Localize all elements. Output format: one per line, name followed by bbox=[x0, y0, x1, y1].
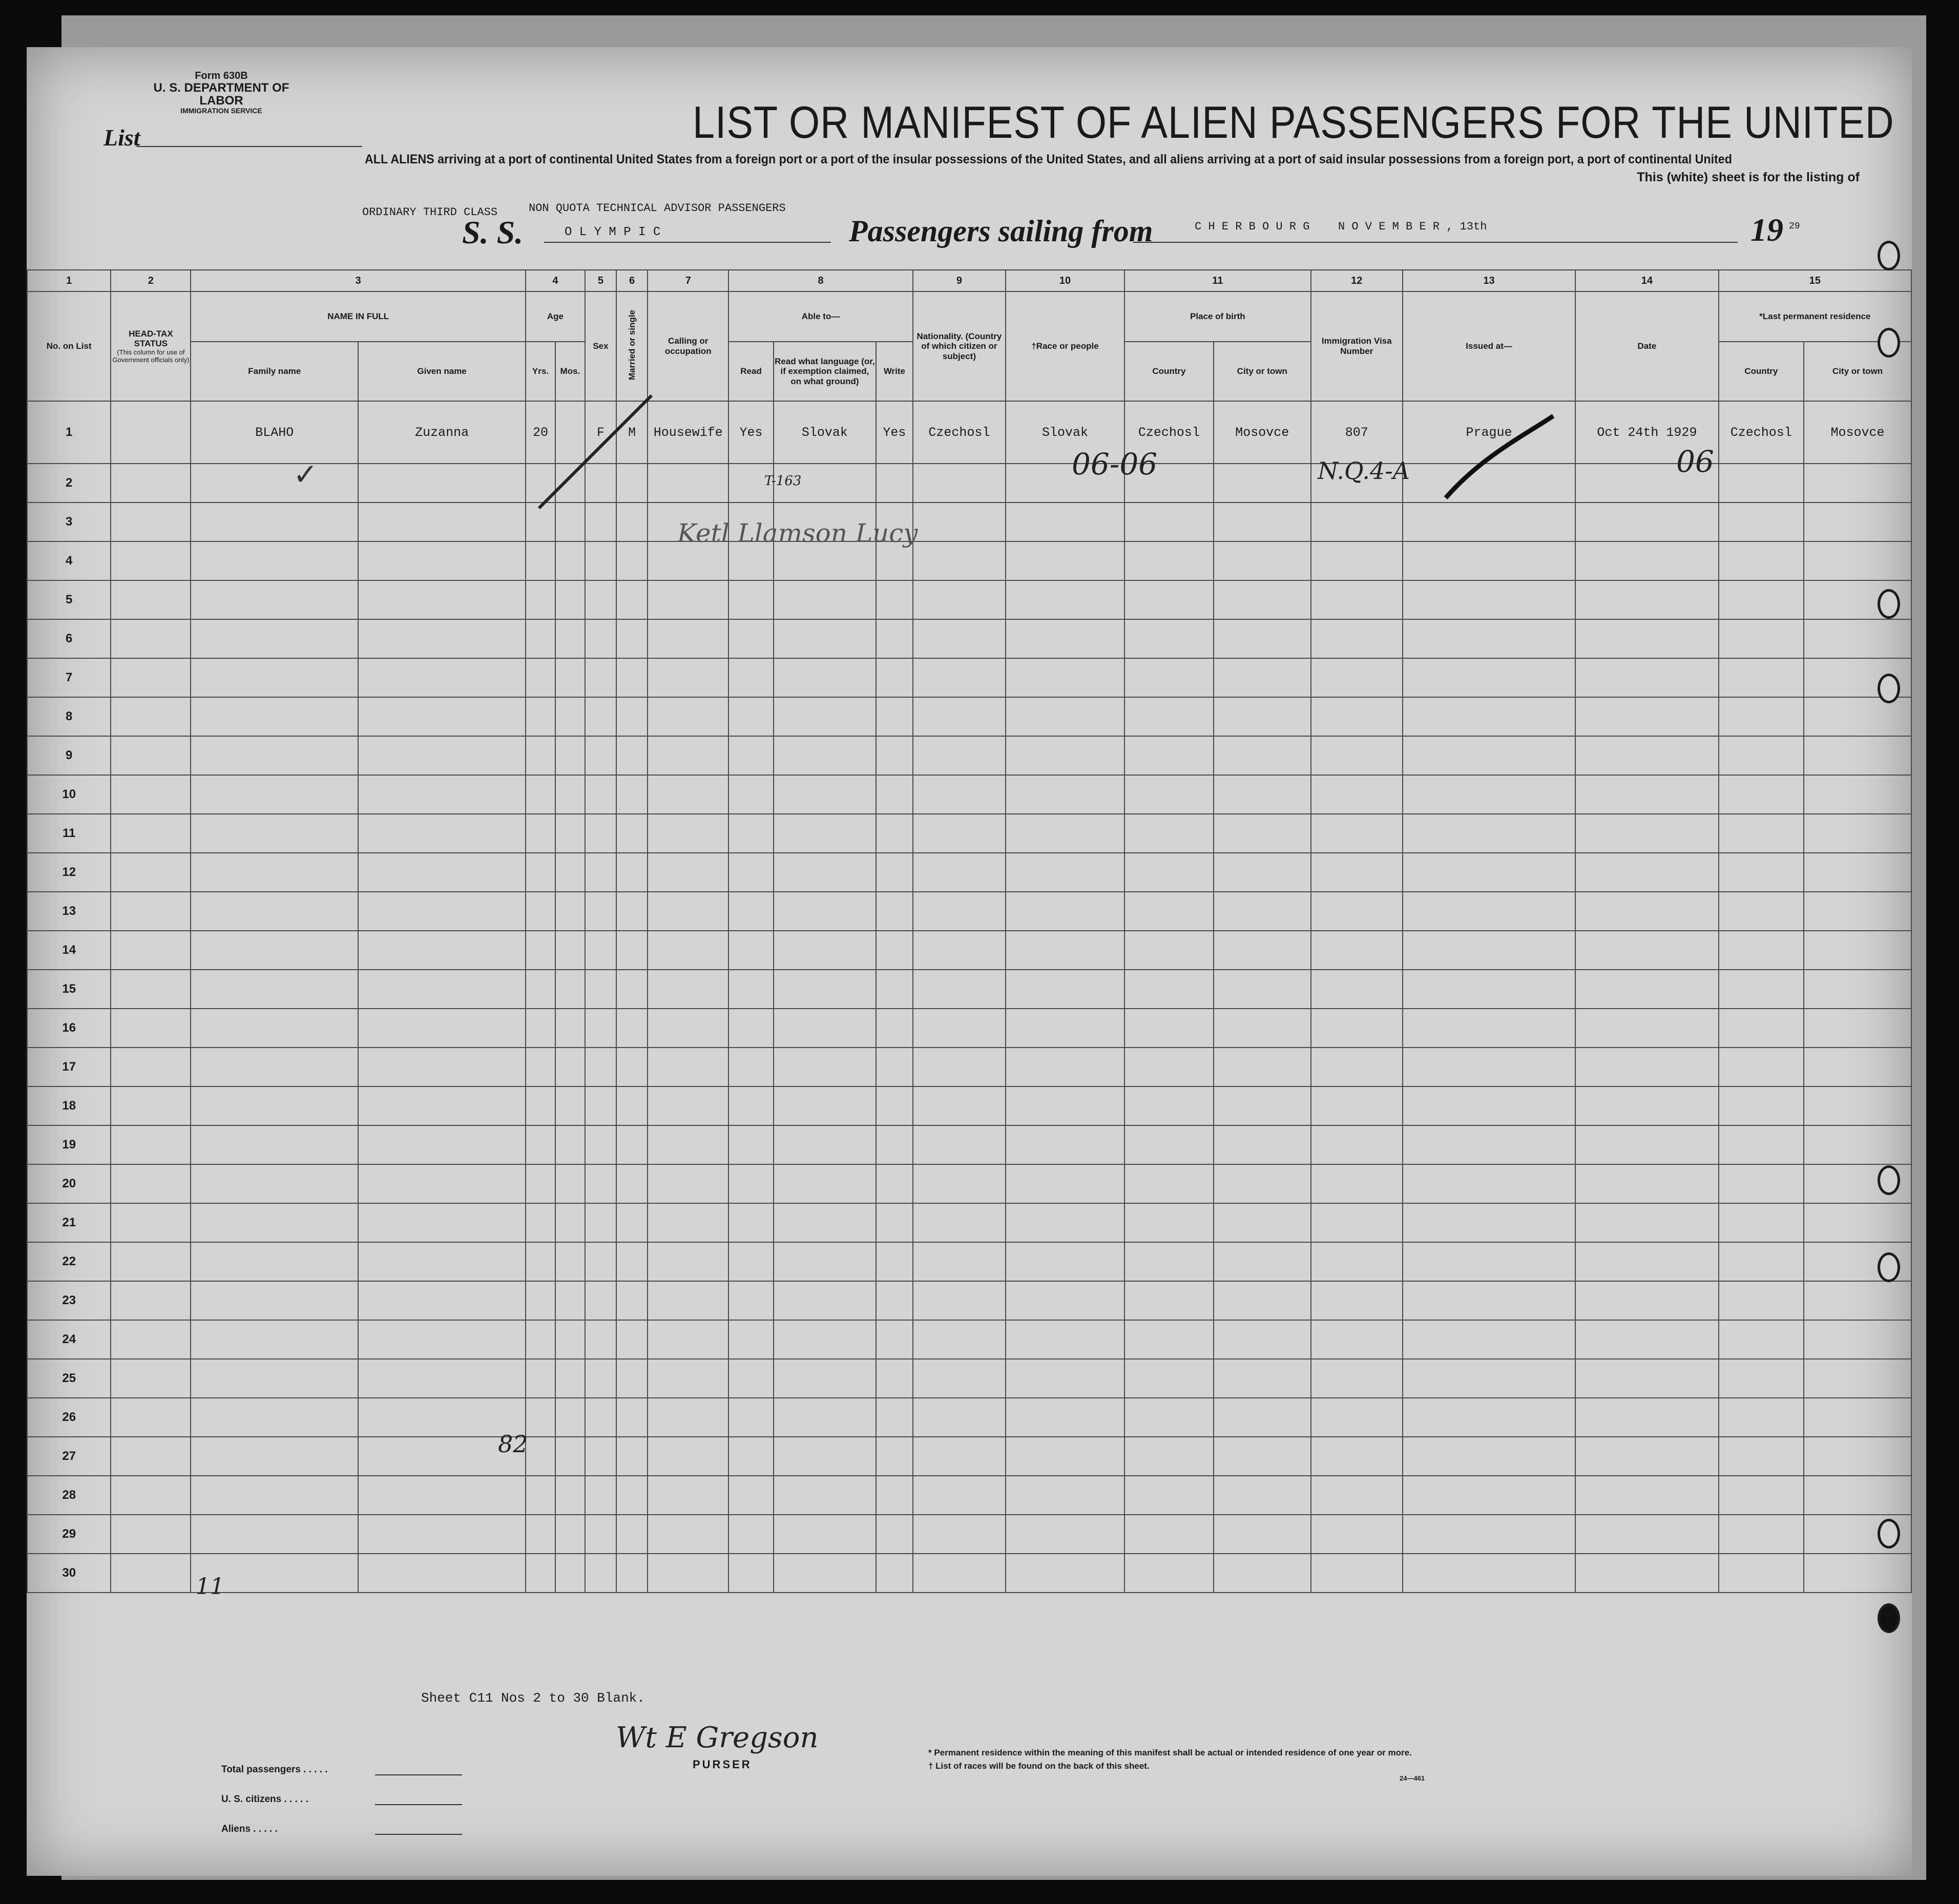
header-res-country: Country bbox=[1719, 342, 1804, 401]
binder-hole-icon bbox=[1878, 241, 1900, 270]
colnum-9: 9 bbox=[913, 270, 1006, 291]
row-number: 19 bbox=[27, 1125, 111, 1164]
form-number: Form 630B bbox=[195, 70, 248, 81]
colnum-2: 2 bbox=[111, 270, 191, 291]
row-number: 1 bbox=[27, 401, 111, 464]
sailing-label: Passengers sailing from bbox=[849, 214, 1153, 248]
quota-text: NON QUOTA TECHNICAL ADVISOR PASSENGERS bbox=[529, 202, 786, 215]
row-number: 11 bbox=[27, 814, 111, 853]
colnum-12: 12 bbox=[1311, 270, 1403, 291]
header-birth-city: City or town bbox=[1214, 342, 1311, 401]
given-name-cell: Zuzanna bbox=[358, 401, 526, 464]
birth-country-cell: Czechosl bbox=[1124, 401, 1214, 464]
row-number: 28 bbox=[27, 1476, 111, 1515]
colnum-11: 11 bbox=[1124, 270, 1311, 291]
ss-label: S. S. bbox=[462, 214, 524, 250]
colnum-13: 13 bbox=[1403, 270, 1575, 291]
row-number: 18 bbox=[27, 1086, 111, 1125]
binder-hole-icon bbox=[1878, 1252, 1900, 1282]
binder-hole-icon bbox=[1878, 589, 1900, 619]
header-race: †Race or people bbox=[1006, 291, 1124, 401]
binder-hole-icon bbox=[1878, 1165, 1900, 1195]
purser-signature: Wt E Gregson bbox=[616, 1721, 819, 1754]
header-nationality: Nationality. (Country of which citizen or subject) bbox=[913, 291, 1006, 401]
row-number: 6 bbox=[27, 619, 111, 658]
row-number: 16 bbox=[27, 1009, 111, 1048]
ship-name: O L Y M P I C bbox=[565, 225, 661, 239]
header-calling: Calling or occupation bbox=[648, 291, 728, 401]
colnum-5: 5 bbox=[585, 270, 616, 291]
footnote-residence: * Permanent residence within the meaning of this manifest shall be actual or intended residence of one year or more. bbox=[928, 1748, 1412, 1757]
read-cell: Yes bbox=[728, 401, 773, 464]
row-number: 10 bbox=[27, 775, 111, 814]
date-cell: Oct 24th 1929 bbox=[1575, 401, 1718, 464]
colnum-8: 8 bbox=[728, 270, 912, 291]
row-number: 8 bbox=[27, 697, 111, 736]
header-place-of-birth: Place of birth bbox=[1124, 291, 1311, 342]
colnum-4: 4 bbox=[526, 270, 585, 291]
marital-cell: M bbox=[616, 401, 648, 464]
visa-class-annotation: N.Q.4-A bbox=[1318, 457, 1410, 485]
department-name: U. S. DEPARTMENT OF LABOR bbox=[153, 81, 289, 108]
intro-text: ALL ALIENS arriving at a port of continental United States from a foreign port or a port of the insular possessions of the United States, and all aliens arriving at a port of said insular possessions from a foreign port, a port of continental United bbox=[365, 152, 1732, 166]
binder-hole-icon bbox=[1878, 328, 1900, 358]
married-label: Married or single bbox=[627, 310, 637, 381]
head-tax-title: HEAD-TAX STATUS bbox=[129, 328, 173, 349]
visa-number-cell: 807 bbox=[1311, 401, 1403, 464]
binder-hole-icon bbox=[1878, 1603, 1900, 1633]
colnum-6: 6 bbox=[616, 270, 648, 291]
row-number: 25 bbox=[27, 1359, 111, 1398]
residence-country-cell: Czechosl bbox=[1719, 401, 1804, 464]
header-able-to: Able to— bbox=[728, 291, 912, 342]
year-suffix: 29 bbox=[1789, 221, 1800, 232]
row-number: 4 bbox=[27, 541, 111, 580]
sailing-date: N O V E M B E R , 13th bbox=[1338, 220, 1487, 233]
birth-city-cell: Mosovce bbox=[1214, 401, 1311, 464]
age-column-stroke bbox=[539, 395, 652, 508]
colnum-1: 1 bbox=[27, 270, 111, 291]
occupation-cell: Housewife bbox=[648, 401, 728, 464]
row-number: 3 bbox=[27, 503, 111, 541]
row-number: 21 bbox=[27, 1203, 111, 1242]
row-number: 17 bbox=[27, 1048, 111, 1086]
issued-column-stroke bbox=[1446, 416, 1553, 498]
header-name-in-full: NAME IN FULL bbox=[191, 291, 526, 342]
race-cell: Slovak bbox=[1006, 401, 1124, 464]
header-issued-at: Issued at— bbox=[1403, 291, 1575, 401]
row-number: 15 bbox=[27, 970, 111, 1009]
us-citizens-line bbox=[375, 1804, 462, 1805]
class-text: ORDINARY THIRD CLASS bbox=[362, 206, 498, 219]
header-mos: Mos. bbox=[555, 342, 585, 401]
header-given-name: Given name bbox=[358, 342, 526, 401]
header-res-city: City or town bbox=[1804, 342, 1911, 401]
colnum-10: 10 bbox=[1006, 270, 1124, 291]
margin-number-11: 11 bbox=[196, 1574, 224, 1600]
header-age: Age bbox=[526, 291, 585, 342]
row-number: 30 bbox=[27, 1554, 111, 1593]
footnote-races: † List of races will be found on the back of this sheet. bbox=[928, 1761, 1150, 1771]
header-date: Date bbox=[1575, 291, 1718, 401]
language-cell: Slovak bbox=[774, 401, 876, 464]
row-number: 24 bbox=[27, 1320, 111, 1359]
us-citizens-label: U. S. citizens . . . . . bbox=[221, 1794, 308, 1805]
language-code-annotation: T-163 bbox=[764, 473, 802, 489]
sailing-port: C H E R B O U R G bbox=[1195, 220, 1310, 233]
header-read-language: Read what language (or, if exemption claimed, on what ground) bbox=[774, 342, 876, 401]
row-number: 27 bbox=[27, 1437, 111, 1476]
row-number: 12 bbox=[27, 853, 111, 892]
header-family-name: Family name bbox=[191, 342, 358, 401]
header-yrs: Yrs. bbox=[526, 342, 555, 401]
form-code: 24—461 bbox=[1400, 1774, 1425, 1782]
aliens-line bbox=[375, 1834, 462, 1835]
row-number: 7 bbox=[27, 658, 111, 697]
manifest-sheet bbox=[27, 47, 1912, 1876]
page-title: LIST OR MANIFEST OF ALIEN PASSENGERS FOR THE UNITED bbox=[693, 97, 1894, 148]
write-cell: Yes bbox=[876, 401, 913, 464]
check-mark: ✓ bbox=[293, 458, 318, 491]
header-read: Read bbox=[728, 342, 773, 401]
intro-text-2: This (white) sheet is for the listing of bbox=[1637, 170, 1860, 184]
list-label: List bbox=[103, 124, 140, 151]
row-number: 9 bbox=[27, 736, 111, 775]
header-write: Write bbox=[876, 342, 913, 401]
row-number: 29 bbox=[27, 1515, 111, 1554]
colnum-3: 3 bbox=[191, 270, 526, 291]
row-number: 23 bbox=[27, 1281, 111, 1320]
header-no-on-list: No. on List bbox=[27, 291, 111, 401]
row-number: 2 bbox=[27, 464, 111, 503]
year-prefix: 19 bbox=[1750, 212, 1783, 248]
row-number: 20 bbox=[27, 1164, 111, 1203]
row-number: 22 bbox=[27, 1242, 111, 1281]
sex-cell: F bbox=[585, 401, 616, 464]
colnum-14: 14 bbox=[1575, 270, 1718, 291]
row-number: 5 bbox=[27, 580, 111, 619]
pen-strokes bbox=[27, 47, 1912, 1876]
age-years-cell: 20 bbox=[526, 401, 555, 464]
handwritten-note: Ketl Llamson Lucy bbox=[677, 518, 918, 548]
header-last-residence: *Last permanent residence bbox=[1719, 291, 1911, 342]
binder-hole-icon bbox=[1878, 1519, 1900, 1549]
margin-number-82: 82 bbox=[498, 1430, 528, 1458]
birth-code-annotation: 06-06 bbox=[1072, 447, 1158, 482]
service-name: IMMIGRATION SERVICE bbox=[180, 107, 262, 115]
colnum-7: 7 bbox=[648, 270, 728, 291]
residence-city-cell: Mosovce bbox=[1804, 401, 1911, 464]
residence-code-annotation: 06 bbox=[1676, 444, 1714, 479]
total-passengers-line bbox=[375, 1774, 462, 1775]
issued-at-cell: Prague bbox=[1403, 401, 1575, 464]
row-number: 14 bbox=[27, 931, 111, 970]
header-birth-country: Country bbox=[1124, 342, 1214, 401]
colnum-15: 15 bbox=[1719, 270, 1911, 291]
nationality-cell: Czechosl bbox=[913, 401, 1006, 464]
purser-label: PURSER bbox=[693, 1758, 752, 1771]
aliens-label: Aliens . . . . . bbox=[221, 1824, 278, 1834]
row-number: 13 bbox=[27, 892, 111, 931]
binder-hole-icon bbox=[1878, 674, 1900, 703]
row-number: 26 bbox=[27, 1398, 111, 1437]
header-visa-number: Immigration Visa Number bbox=[1311, 291, 1403, 401]
blank-lines-note: Sheet C11 Nos 2 to 30 Blank. bbox=[421, 1690, 645, 1706]
head-tax-note: (This column for use of Government officials only) bbox=[112, 348, 190, 364]
total-passengers-label: Total passengers . . . . . bbox=[221, 1764, 328, 1775]
family-name-cell: BLAHO bbox=[191, 401, 358, 464]
header-sex: Sex bbox=[585, 291, 616, 401]
